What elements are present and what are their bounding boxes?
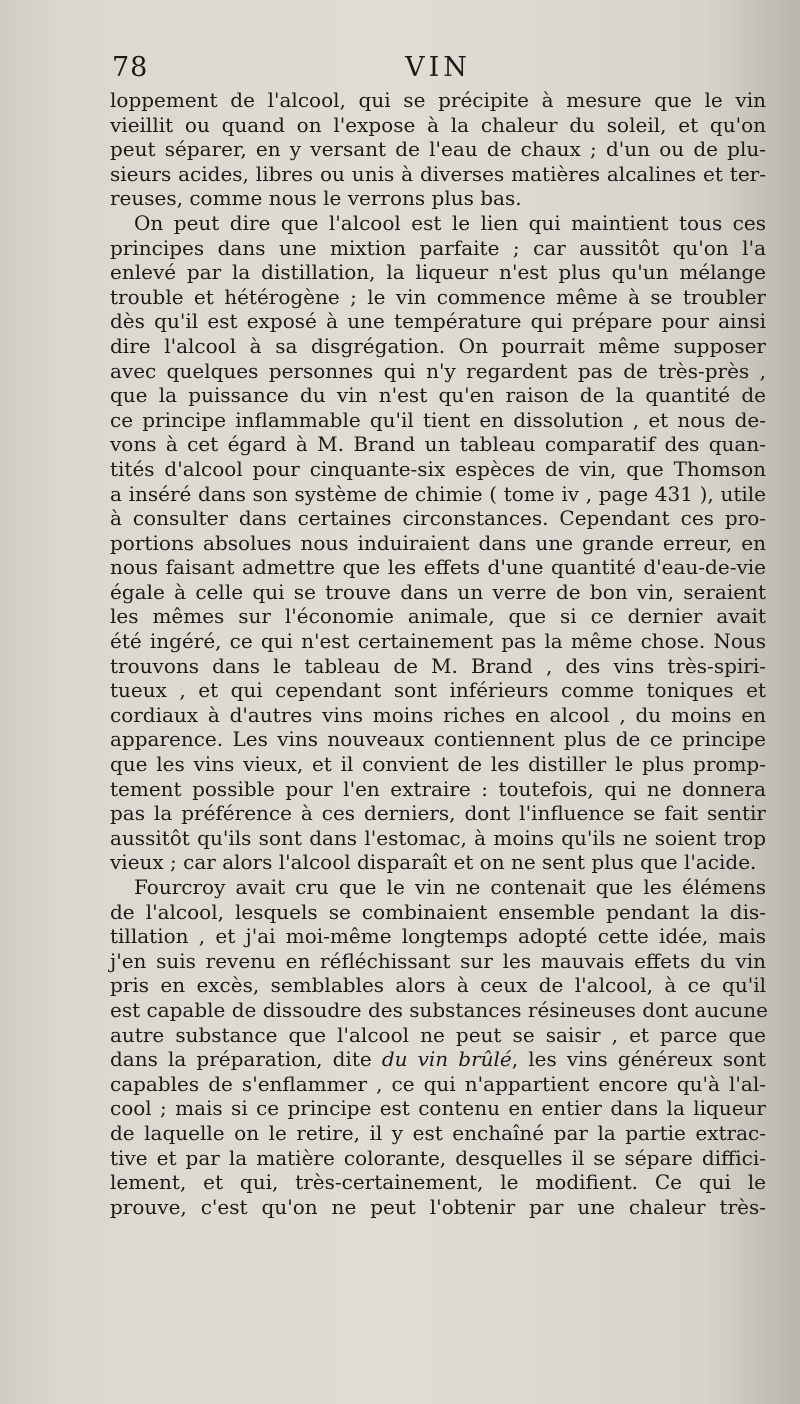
text-line: vieux ; car alors l'alcool disparaît et on ne sent plus que l'acide. bbox=[110, 850, 757, 875]
text-line: trouble et hétérogène ; le vin commence même à se troubler bbox=[110, 284, 766, 309]
text-line: est capable de dissoudre des substances résineuses dont aucune bbox=[110, 997, 769, 1022]
text-line: de l'alcool, lesquels se combinaient ensemble pendant la dis- bbox=[110, 899, 766, 924]
text-line: avec quelques personnes qui n'y regardent pas de très-près , bbox=[110, 358, 766, 383]
text-line: vieillit ou quand on l'expose à la chaleur du soleil, et qu'on bbox=[110, 112, 766, 137]
text-line: cordiaux à d'autres vins moins riches en alcool , du moins en bbox=[110, 702, 766, 727]
text-line: reuses, comme nous le verrons plus bas. bbox=[110, 186, 522, 211]
text-line: tive et par la matière colorante, desquelles il se sépare diffici- bbox=[110, 1145, 766, 1170]
text-line: portions absolues nous induiraient dans une grande erreur, en bbox=[110, 530, 766, 555]
text-line: que les vins vieux, et il convient de les distiller le plus promp- bbox=[110, 752, 766, 777]
body-text bbox=[110, 88, 769, 1219]
text-line: tillation , et j'ai moi-même longtemps adopté cette idée, mais bbox=[110, 924, 766, 949]
text-line: j'en suis revenu en réfléchissant sur les mauvais effets du vin bbox=[110, 948, 766, 973]
text-line: dans la préparation, dite du vin brûlé, les vins généreux sont bbox=[110, 1047, 767, 1072]
running-head: VIN bbox=[405, 52, 471, 83]
text-line: pris en excès, semblables alors à ceux de l'alcool, à ce qu'il bbox=[110, 973, 766, 998]
text-line: cool ; mais si ce principe est contenu en entier dans la liqueur bbox=[110, 1096, 766, 1121]
text-line: nous faisant admettre que les effets d'une quantité d'eau-de-vie bbox=[110, 555, 766, 580]
text-line: dès qu'il est exposé à une température qui prépare pour ainsi bbox=[110, 309, 766, 334]
text-line: pas la préférence à ces derniers, dont l'influence se fait sentir bbox=[110, 801, 766, 826]
page-header bbox=[112, 52, 764, 92]
text-line: tement possible pour l'en extraire : toutefois, qui ne donnera bbox=[110, 776, 766, 801]
text-line: aussitôt qu'ils sont dans l'estomac, à moins qu'ils ne soient trop bbox=[110, 825, 766, 850]
text-line: lement, et qui, très-certainement, le modifient. Ce qui le bbox=[110, 1170, 766, 1195]
text-line: a inséré dans son système de chimie ( tome iv , page 431 ), utile bbox=[110, 481, 766, 506]
text-line: On peut dire que l'alcool est le lien qui maintient tous ces bbox=[134, 210, 766, 235]
text-line: ce principe inflammable qu'il tient en dissolution , et nous de- bbox=[110, 407, 766, 432]
page-number: 78 bbox=[112, 52, 149, 83]
text-line: égale à celle qui se trouve dans un verre de bon vin, seraient bbox=[110, 579, 766, 604]
text-line: que la puissance du vin n'est qu'en raison de la quantité de bbox=[110, 383, 766, 408]
text-line: vons à cet égard à M. Brand un tableau comparatif des quan- bbox=[110, 432, 766, 457]
text-line: à consulter dans certaines circonstances. Cependant ces pro- bbox=[110, 506, 766, 531]
text-line: trouvons dans le tableau de M. Brand , des vins très-spiri- bbox=[110, 653, 766, 678]
text-line: Fourcroy avait cru que le vin ne contenait que les élémens bbox=[134, 875, 766, 899]
text-line: tueux , et qui cependant sont inférieurs comme toniques et bbox=[110, 678, 766, 703]
text-line: prouve, c'est qu'on ne peut l'obtenir par une chaleur très- bbox=[110, 1194, 766, 1219]
text-line: capables de s'enflammer , ce qui n'appartient encore qu'à l'al- bbox=[110, 1071, 766, 1096]
text-line: de laquelle on le retire, il y est enchaîné par la partie extrac- bbox=[110, 1120, 766, 1145]
text-line: dire l'alcool à sa disgrégation. On pourrait même supposer bbox=[110, 333, 766, 358]
text-line: les mêmes sur l'économie animale, que si ce dernier avait bbox=[110, 604, 766, 629]
text-line: enlevé par la distillation, la liqueur n'est plus qu'un mélange bbox=[110, 260, 766, 285]
text-line: principes dans une mixtion parfaite ; car aussitôt qu'on l'a bbox=[110, 235, 766, 260]
text-line: été ingéré, ce qui n'est certainement pas la même chose. Nous bbox=[110, 629, 766, 654]
text-line: sieurs acides, libres ou unis à diverses matières alcalines et ter- bbox=[110, 161, 766, 186]
text-line: apparence. Les vins nouveaux contiennent plus de ce principe bbox=[110, 727, 766, 752]
text-line: peut séparer, en y versant de l'eau de chaux ; d'un ou de plu- bbox=[110, 137, 766, 162]
text-line: tités d'alcool pour cinquante-six espèces de vin, que Thomson bbox=[110, 456, 766, 481]
text-line: loppement de l'alcool, qui se précipite à mesure que le vin bbox=[110, 88, 766, 112]
text-line: autre substance que l'alcool ne peut se saisir , et parce que bbox=[110, 1022, 766, 1047]
